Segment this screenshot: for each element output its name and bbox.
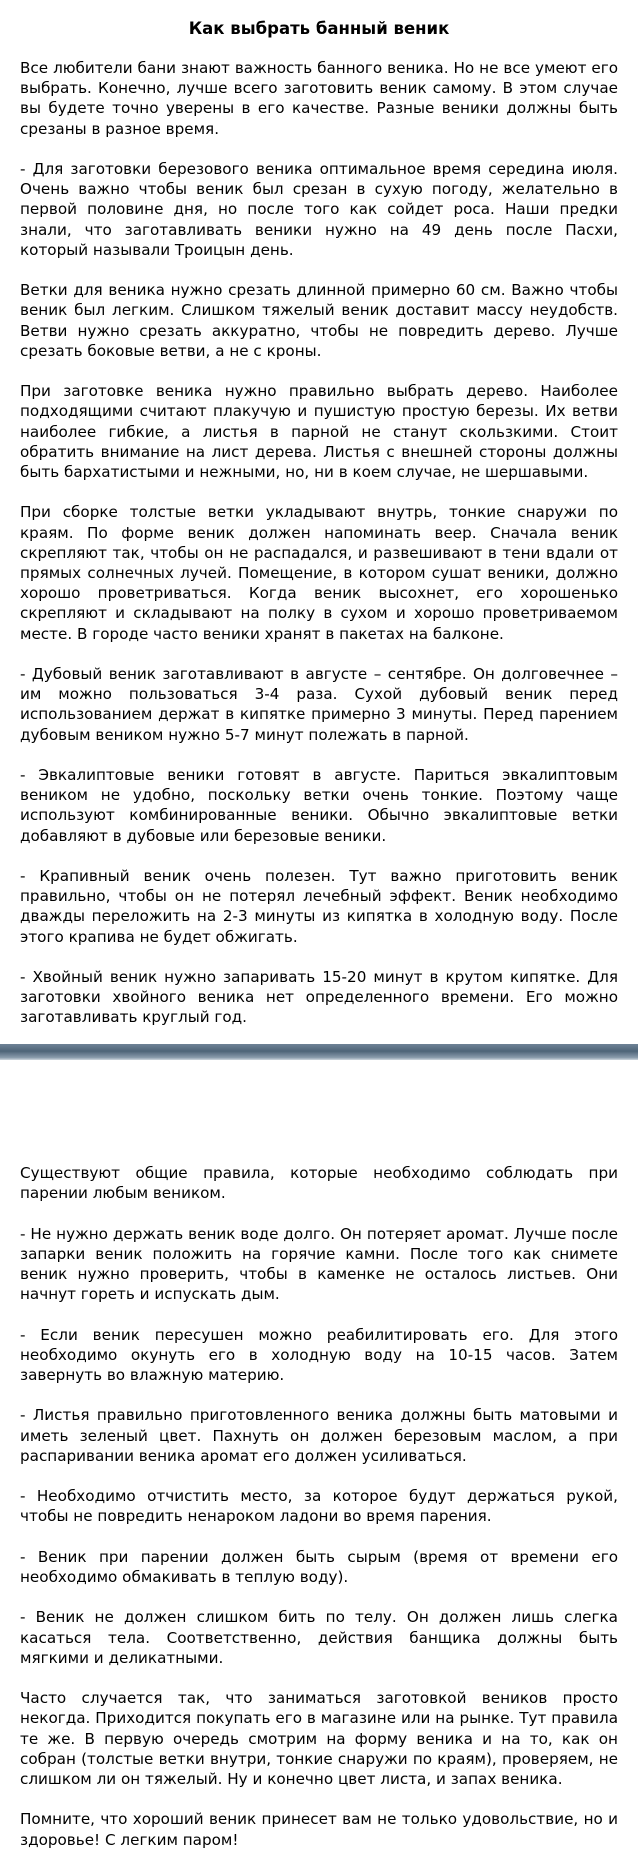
paragraph: Все любители бани знают важность банного веника. Но не все умеют его выбрать. Конечно, лучше всего заготовить веник самому. В этом случае вы будете точно уверены в его качестве. Разные веники должны быть срезаны в разное время.	[20, 59, 618, 138]
paragraph: Часто случается так, что заниматься заготовкой веников просто некогда. Приходится покупать его в магазине или на рынке. Тут правила те же. В первую очередь смотрим на форму веника и на то, как он собран (толстые ветки внутри, тонкие снаружи по краям), проверяем, не слишком ли он тяжелый. Ну и конечно цвет листа, и запах веника.	[20, 1689, 618, 1788]
paragraph: - Веник при парении должен быть сырым (время от времени его необходимо обмакивать в теплую воду).	[20, 1547, 618, 1586]
paragraph: При сборке толстые ветки укладывают внутрь, тонкие снаружи по краям. По форме веник должен напоминать веер. Сначала веник скрепляют так, чтобы он не распадался, и развешивают в тени вдали от прямых солнечных лучей. Помещение, в котором сушат веники, должно хорошо проветриваться. Когда веник высохнет, его хорошенько скрепляют и складывают на полку в сухом и хорошо проветриваемом месте. В городе часто веники хранят в пакетах на балконе.	[20, 503, 618, 643]
paragraph: Ветки для веника нужно срезать длинной примерно 60 см. Важно чтобы веник был легким. Слишком тяжелый веник доставит массу неудобств. Ветви нужно срезать аккуратно, чтобы не повредить дерево. Лучше срезать боковые ветви, а не с кроны.	[20, 281, 618, 360]
page-title: Как выбрать банный веник	[188, 19, 450, 38]
paragraph: - Для заготовки березового веника оптимальное время середина июля. Очень важно чтобы веник был срезан в сухую погоду, желательно в первой половине дня, но после того как сойдет роса. Наши предки знали, что заготавливать веники нужно на 49 день после Пасхи, который называли Троицын день.	[20, 160, 618, 259]
paragraph: - Дубовый веник заготавливают в августе – сентябре. Он долговечнее – им можно пользоваться 3-4 раза. Сухой дубовый веник перед использованием держат в кипятке примерно 3 минуты. Перед парением дубовым веником нужно 5-7 минут полежать в парной.	[20, 665, 618, 744]
paragraph: - Веник не должен слишком бить по телу. Он должен лишь слегка касаться тела. Соответственно, действия банщика должны быть мягкими и деликатными.	[20, 1608, 618, 1667]
paragraph: - Не нужно держать веник воде долго. Он потеряет аромат. Лучше после запарки веник положить на горячие камни. После того как снимете веник нужно проверить, чтобы в каменке не осталось листьев. Они начнут гореть и испускать дым.	[20, 1224, 618, 1304]
paragraph: - Если веник пересушен можно реабилитировать его. Для этого необходимо окунуть его в холодную воду на 10-15 часов. Затем завернуть во влажную материю.	[20, 1325, 618, 1384]
paragraph: - Крапивный веник очень полезен. Тут важно приготовить веник правильно, чтобы он не потерял лечебный эффект. Веник необходимо дважды переложить на 2-3 минуты из кипятка в холодную воду. После этого крапива не будет обжигать.	[20, 867, 618, 946]
document-page-2	[0, 1090, 638, 1849]
paragraph: Существуют общие правила, которые необходимо соблюдать при парении любым веником.	[20, 1164, 618, 1203]
paragraph: - Листья правильно приготовленного веника должны быть матовыми и иметь зеленый цвет. Пахнуть он должен березовым маслом, а при распаривании веника аромат его должен усиливаться.	[20, 1406, 618, 1465]
paragraph: При заготовке веника нужно правильно выбрать дерево. Наиболее подходящими считают плакучую и пушистую простую березы. Их ветви наиболее гибкие, а листья в парной не станут скользкими. Стоит обратить внимание на лист дерева. Листья с внешней стороны должны быть бархатистыми и нежными, но, ни в коем случае, не шершавыми.	[20, 382, 618, 482]
paragraph: - Хвойный веник нужно запаривать 15-20 минут в крутом кипятке. Для заготовки хвойного веника нет определенного времени. Его можно заготавливать круглый год.	[20, 968, 618, 1027]
page-separator	[0, 1040, 638, 1090]
paragraph: - Необходимо отчистить место, за которое будут держаться рукой, чтобы не повредить ненароком ладони во время парения.	[20, 1487, 618, 1526]
paragraph: - Эвкалиптовые веники готовят в августе. Париться эвкалиптовым веником не удобно, поскольку ветки очень тонкие. Поэтому чаще используют комбинированные веники. Обычно эвкалиптовые ветки добавляют в дубовые или березовые веники.	[20, 766, 618, 845]
page-separator-band	[0, 1044, 638, 1060]
paragraph: Помните, что хороший веник принесет вам не только удовольствие, но и здоровье! С легким паром!	[20, 1810, 618, 1849]
